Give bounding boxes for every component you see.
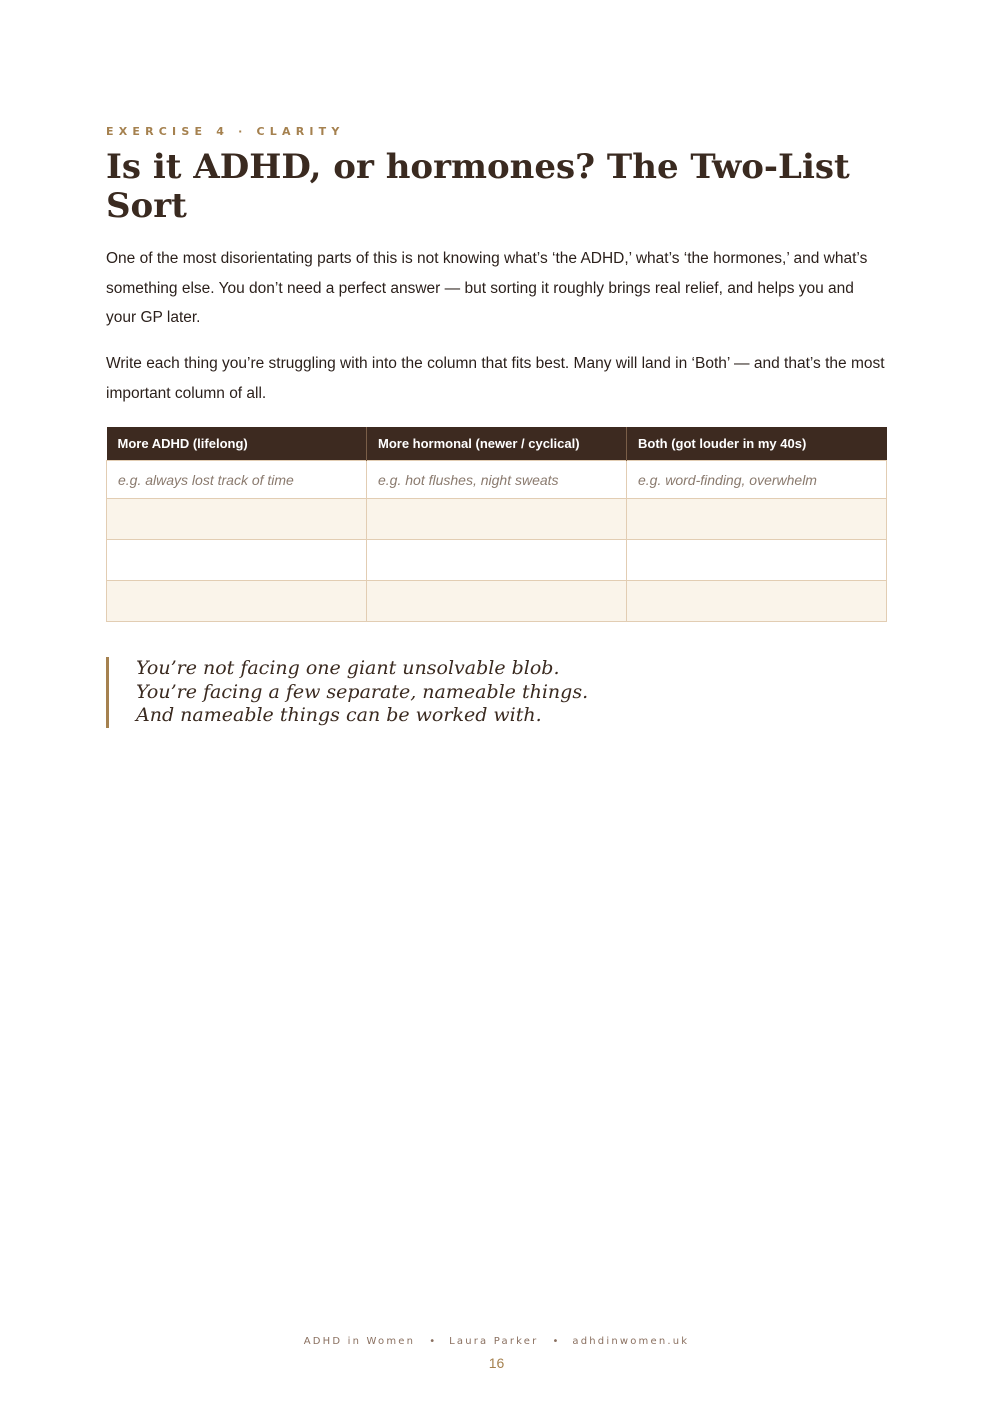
column-header-adhd: More ADHD (lifelong) [107,427,367,461]
quote-line: And nameable things can be worked with. [136,704,542,726]
table-row [107,540,887,581]
example-row [107,461,887,499]
footer-book-title: ADHD in Women [303,1336,416,1347]
page-title: Is it ADHD, or hormones? The Two-List Sort [106,147,850,226]
footer-author: Laura Parker [449,1336,539,1347]
pull-quote [106,657,836,728]
table-row [107,499,887,540]
table-row [107,581,887,622]
table-header-row [107,427,887,461]
column-header-hormonal: More hormonal (newer / cyclical) [367,427,627,461]
column-header-both: Both (got louder in my 40s) [627,427,887,461]
footer-website: adhdinwomen.uk [572,1336,690,1347]
two-list-sort-table [106,427,887,622]
page-number: 16 [488,1355,505,1371]
quote-line: You’re not facing one giant unsolvable blob. [136,657,560,679]
example-cell-both[interactable]: e.g. word-finding, overwhelm [627,461,887,499]
intro-paragraph: One of the most disorientating parts of this is not knowing what’s ‘the ADHD,’ what’s ‘the hormones,’ and what’s something else. You don’t need a perfect answer — but sorting it roughly brings real relief, and helps you and your GP later. [106,250,868,326]
blank-cell-adhd[interactable] [107,499,367,540]
example-cell-hormonal[interactable]: e.g. hot flushes, night sweats [367,461,627,499]
blank-cell-both[interactable] [627,581,887,622]
instruction-paragraph: Write each thing you’re struggling with into the column that fits best. Many will land in ‘Both’ — and that’s the most important column of all. [106,355,885,402]
blank-cell-hormonal[interactable] [367,581,627,622]
blank-cell-hormonal[interactable] [367,499,627,540]
blank-cell-adhd[interactable] [107,581,367,622]
blank-cell-adhd[interactable] [107,540,367,581]
quote-line: You’re facing a few separate, nameable things. [136,680,589,703]
blank-cell-both[interactable] [627,499,887,540]
example-cell-adhd[interactable]: e.g. always lost track of time [107,461,367,499]
blank-cell-both[interactable] [627,540,887,581]
footer-separator: • [552,1336,559,1347]
page-footer [0,1336,993,1347]
footer-separator: • [429,1336,436,1347]
exercise-label: EXERCISE 4 · CLARITY [106,125,345,138]
blank-cell-hormonal[interactable] [367,540,627,581]
